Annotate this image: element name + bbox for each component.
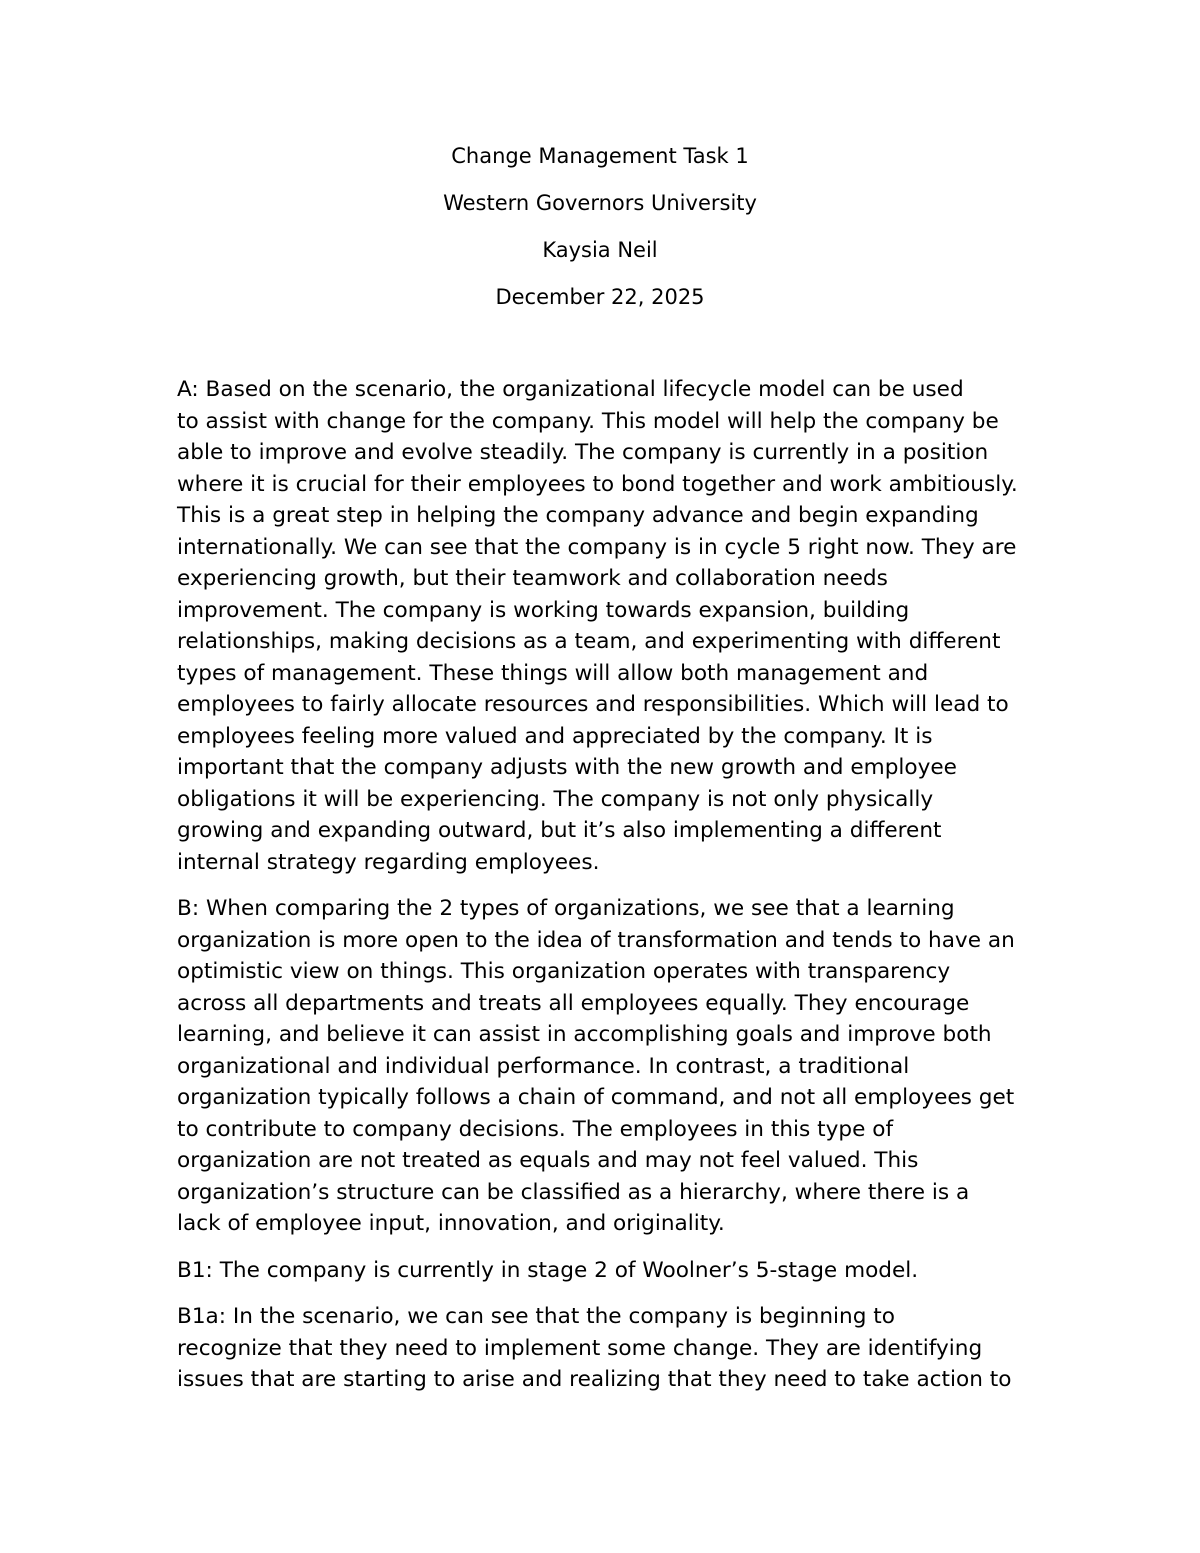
paragraph-line: obligations it will be experiencing. The company is not only physically: [177, 786, 934, 812]
paragraph-line: internal strategy regarding employees.: [177, 849, 600, 875]
paragraph-line: to assist with change for the company. This model will help the company be: [177, 408, 999, 434]
paragraph-line: relationships, making decisions as a team, and experimenting with different: [177, 629, 1001, 654]
paragraph-line: organization are not treated as equals and may not feel valued. This: [177, 1148, 919, 1173]
paragraph-b1: [143, 1255, 1063, 1287]
author-name: Kaysia Neil: [542, 238, 658, 262]
paragraph-line: optimistic view on things. This organization operates with transparency: [177, 959, 951, 984]
paragraph-b1a: [143, 1301, 1063, 1396]
paragraph-line: B: When comparing the 2 types of organizations, we see that a learning: [177, 896, 955, 921]
paragraph-line: lack of employee input, innovation, and originality.: [177, 1211, 725, 1236]
paragraph-line: organizational and individual performance. In contrast, a traditional: [177, 1053, 910, 1079]
paragraph-line: A: Based on the scenario, the organizational lifecycle model can be used: [177, 377, 964, 402]
paragraph-a: [143, 374, 1063, 878]
paragraph-b: [143, 893, 1063, 1240]
paragraph-line: important that the company adjusts with the new growth and employee: [177, 755, 957, 780]
document-body: [143, 374, 1063, 1411]
institution-name: Western Governors University: [443, 191, 757, 215]
paragraph-line: to contribute to company decisions. The employees in this type of: [177, 1116, 894, 1142]
paragraph-line: B1: The company is currently in stage 2 of Woolner’s 5-stage model.: [177, 1257, 919, 1283]
paragraph-line: organization typically follows a chain of command, and not all employees get: [177, 1085, 1015, 1110]
paragraph-line: This is a great step in helping the company advance and begin expanding: [177, 503, 979, 528]
paragraph-line: experiencing growth, but their teamwork and collaboration needs: [177, 566, 888, 591]
paragraph-line: issues that are starting to arise and realizing that they need to take action to: [177, 1367, 1012, 1392]
paragraph-line: growing and expanding outward, but it’s also implementing a different: [177, 818, 942, 843]
paragraph-line: employees feeling more valued and appreciated by the company. It is: [177, 723, 933, 749]
paragraph-line: across all departments and treats all employees equally. They encourage: [177, 990, 970, 1016]
paragraph-line: improvement. The company is working towards expansion, building: [177, 597, 910, 623]
title-block: [0, 140, 1200, 328]
paragraph-line: internationally. We can see that the company is in cycle 5 right now. They are: [177, 534, 1017, 560]
paragraph-line: recognize that they need to implement some change. They are identifying: [177, 1335, 983, 1361]
paragraph-line: organization’s structure can be classified as a hierarchy, where there is a: [177, 1179, 970, 1205]
paragraph-line: types of management. These things will allow both management and: [177, 660, 929, 686]
paragraph-line: able to improve and evolve steadily. The company is currently in a position: [177, 440, 989, 465]
document-title: Change Management Task 1: [451, 144, 749, 168]
paragraph-line: where it is crucial for their employees to bond together and work ambitiously.: [177, 471, 1018, 497]
paragraph-line: learning, and believe it can assist in accomplishing goals and improve both: [177, 1022, 992, 1047]
document-date: December 22, 2025: [495, 285, 705, 309]
paragraph-line: B1a: In the scenario, we can see that the company is beginning to: [177, 1304, 895, 1329]
paragraph-line: employees to fairly allocate resources and responsibilities. Which will lead to: [177, 692, 1009, 717]
paragraph-line: organization is more open to the idea of transformation and tends to have an: [177, 927, 1015, 953]
